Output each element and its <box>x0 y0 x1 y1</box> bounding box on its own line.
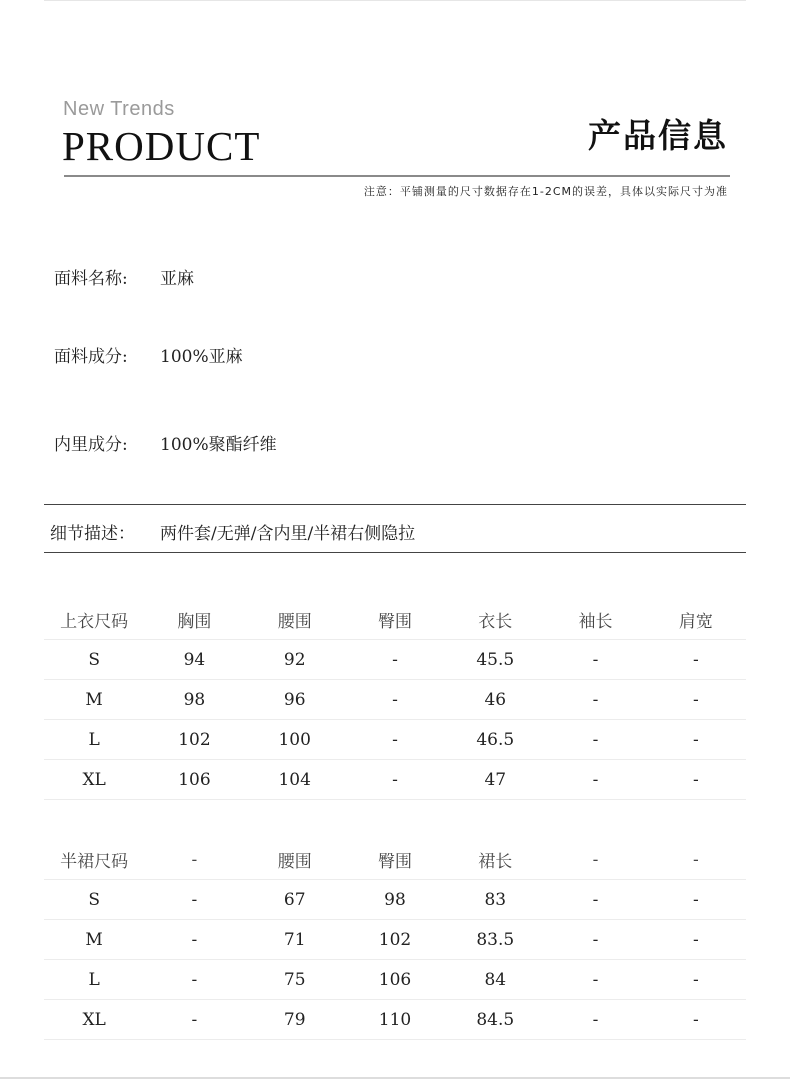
table-cell: 106 <box>345 960 445 1000</box>
table-cell: - <box>545 920 645 960</box>
fabric-composition-value: 100%亚麻 <box>160 347 243 367</box>
fabric-composition-label: 面料成分: <box>54 347 128 367</box>
table-cell: - <box>345 640 445 680</box>
header-cn-title: 产品信息 <box>588 116 728 155</box>
table-cell: 110 <box>345 1000 445 1040</box>
table-cell: - <box>646 640 746 680</box>
table-cell: 79 <box>245 1000 345 1040</box>
table-cell: 106 <box>144 760 244 800</box>
table-header-cell: - <box>646 840 746 880</box>
table-header-row <box>44 600 746 640</box>
table-cell: - <box>646 1000 746 1040</box>
lining-composition-value: 100%聚酯纤维 <box>160 435 277 455</box>
fabric-composition-row <box>54 342 243 367</box>
table-cell: - <box>545 1000 645 1040</box>
table-cell: S <box>44 880 144 920</box>
table-cell: - <box>545 720 645 760</box>
table-cell: S <box>44 640 144 680</box>
detail-value: 两件套/无弹/含内里/半裙右侧隐拉 <box>160 524 416 544</box>
table-cell: 83 <box>445 880 545 920</box>
table-cell: 84 <box>445 960 545 1000</box>
table-row <box>44 680 746 720</box>
table-cell: 71 <box>245 920 345 960</box>
table-row <box>44 720 746 760</box>
table-row <box>44 760 746 800</box>
table-cell: 104 <box>245 760 345 800</box>
fabric-name-value: 亚麻 <box>160 269 194 289</box>
table-header-cell: - <box>144 840 244 880</box>
table-cell: M <box>44 680 144 720</box>
table-header-cell: 半裙尺码 <box>44 840 144 880</box>
table-header-cell: 袖长 <box>545 600 645 640</box>
table-cell: - <box>545 760 645 800</box>
table-cell: - <box>545 960 645 1000</box>
table-cell: 45.5 <box>445 640 545 680</box>
skirt-size-table <box>44 840 746 1040</box>
table-row <box>44 1000 746 1040</box>
lining-composition-row <box>54 430 277 455</box>
table-header-cell: 上衣尺码 <box>44 600 144 640</box>
top-size-table <box>44 600 746 800</box>
table-header-cell: 臀围 <box>345 840 445 880</box>
header-divider <box>64 175 730 177</box>
measurement-note: 注意：平铺测量的尺寸数据存在1-2CM的误差，具体以实际尺寸为准 <box>363 185 728 198</box>
table-header-cell: 肩宽 <box>646 600 746 640</box>
table-cell: - <box>144 920 244 960</box>
table-cell: XL <box>44 1000 144 1040</box>
table-cell: - <box>345 720 445 760</box>
table-cell: 96 <box>245 680 345 720</box>
table-cell: - <box>646 680 746 720</box>
table-cell: - <box>646 960 746 1000</box>
table-cell: 75 <box>245 960 345 1000</box>
table-cell: 83.5 <box>445 920 545 960</box>
table-cell: - <box>144 880 244 920</box>
table-cell: 98 <box>345 880 445 920</box>
detail-label: 细节描述： <box>50 524 135 544</box>
header-title: PRODUCT <box>62 123 261 169</box>
fabric-name-label: 面料名称: <box>54 269 128 289</box>
table-cell: 94 <box>144 640 244 680</box>
table-row <box>44 960 746 1000</box>
table-cell: - <box>646 720 746 760</box>
table-row <box>44 880 746 920</box>
table-row <box>44 920 746 960</box>
table-header-cell: 臀围 <box>345 600 445 640</box>
table-header-cell: 腰围 <box>245 840 345 880</box>
table-cell: 102 <box>144 720 244 760</box>
detail-divider-bottom <box>44 552 746 553</box>
fabric-name-row <box>54 264 194 289</box>
table-header-row <box>44 840 746 880</box>
top-border-line <box>44 0 746 1</box>
table-cell: 46.5 <box>445 720 545 760</box>
table-cell: 100 <box>245 720 345 760</box>
table-header-cell: 裙长 <box>445 840 545 880</box>
table-cell: XL <box>44 760 144 800</box>
table-cell: 47 <box>445 760 545 800</box>
detail-divider-top <box>44 504 746 505</box>
table-cell: - <box>144 960 244 1000</box>
table-cell: M <box>44 920 144 960</box>
table-cell: 92 <box>245 640 345 680</box>
table-cell: - <box>545 680 645 720</box>
table-cell: - <box>646 880 746 920</box>
table-cell: L <box>44 960 144 1000</box>
table-cell: L <box>44 720 144 760</box>
table-cell: 102 <box>345 920 445 960</box>
table-cell: 67 <box>245 880 345 920</box>
table-header-cell: - <box>545 840 645 880</box>
table-cell: - <box>545 640 645 680</box>
lining-composition-label: 内里成分: <box>54 435 128 455</box>
table-cell: 46 <box>445 680 545 720</box>
table-header-cell: 腰围 <box>245 600 345 640</box>
table-cell: - <box>345 680 445 720</box>
table-cell: 98 <box>144 680 244 720</box>
detail-row <box>50 519 415 544</box>
table-cell: - <box>345 760 445 800</box>
table-cell: - <box>646 760 746 800</box>
table-cell: - <box>646 920 746 960</box>
table-cell: 84.5 <box>445 1000 545 1040</box>
table-header-cell: 胸围 <box>144 600 244 640</box>
bottom-border-line <box>0 1077 790 1079</box>
header-subtitle: New Trends <box>63 98 175 120</box>
table-cell: - <box>144 1000 244 1040</box>
table-cell: - <box>545 880 645 920</box>
table-row <box>44 640 746 680</box>
table-header-cell: 衣长 <box>445 600 545 640</box>
